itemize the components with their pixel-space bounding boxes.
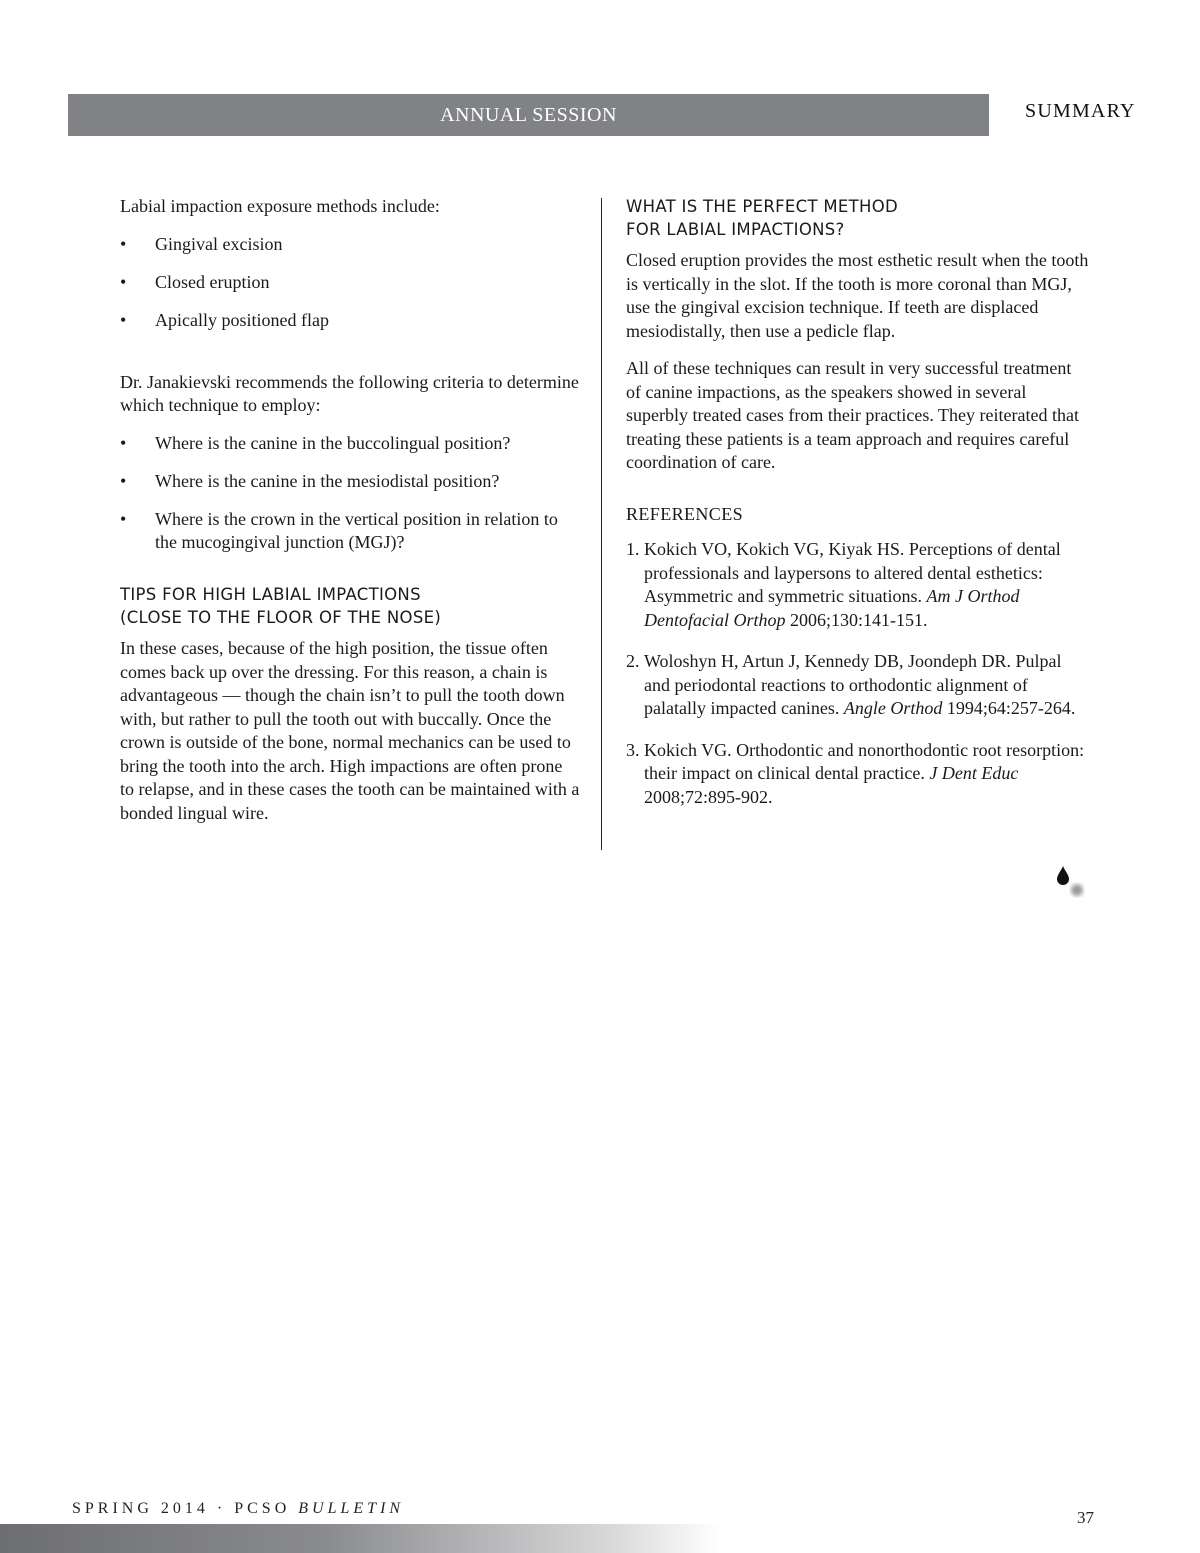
section-tag: SUMMARY [1025, 100, 1136, 122]
footer-season: SPRING 2014 · PCSO [72, 1500, 291, 1517]
list-item: • Where is the canine in the buccolingual position? [120, 432, 511, 453]
perfect-method-heading: WHAT IS THE PERFECT METHOD FOR LABIAL IMPACTIONS? [626, 197, 899, 239]
references-list [626, 538, 1090, 809]
drop-icon [1054, 862, 1090, 902]
list-item: • Gingival excision [120, 233, 283, 254]
list-item: • Where is the canine in the mesiodistal position? [120, 470, 500, 491]
right-column [626, 195, 1090, 827]
footer-publication-title: BULLETIN [298, 1500, 405, 1517]
conclusion-body: All of these techniques can result in very successful treatment of canine impactions, as the speakers showed in several superbly treated cases from their practices. They reiterated that treating these patients is a team approach and requires careful coordination of care. [626, 358, 1079, 472]
methods-list [120, 233, 580, 333]
column-divider [601, 198, 602, 850]
exposure-intro: Labial impaction exposure methods include: [120, 196, 440, 216]
list-item: • Where is the crown in the vertical position in relation to the mucogingival junction (MGJ)? [120, 508, 558, 552]
tips-heading: TIPS FOR HIGH LABIAL IMPACTIONS (CLOSE TO THE FLOOR OF THE NOSE) [120, 585, 442, 627]
references-title: REFERENCES [626, 503, 744, 524]
reference-item: 2. Woloshyn H, Artun J, Kennedy DB, Joondeph DR. Pulpal and periodontal reactions to orthodontic alignment of palatally impacted canines. Angle Orthod 1994;64:257-264. [626, 651, 1076, 718]
footer-publication [72, 1500, 404, 1518]
tips-body: In these cases, because of the high position, the tissue often comes back up over the dressing. For this reason, a chain is advantageous — though the chain isn’t to pull the tooth down with, but rather to pull the tooth out with buccally. Once the crown is outside of the bone, normal mechanics can be used to bring the tooth into the arch. High impactions are often prone to relapse, and in these cases the tooth can be maintained with a bonded lingual wire. [120, 638, 580, 823]
footer-bar [0, 1524, 720, 1553]
left-column [120, 195, 580, 825]
list-item: • Closed eruption [120, 271, 270, 292]
criteria-list [120, 432, 580, 555]
list-item: • Apically positioned flap [120, 309, 329, 330]
reference-item: 1. Kokich VO, Kokich VG, Kiyak HS. Perceptions of dental professionals and laypersons to altered dental esthetics: Asymmetric and symmetric situations. Am J Orthod Dentofacial Orthop 2006;130:141-151. [626, 539, 1061, 630]
criteria-intro: Dr. Janakievski recommends the following criteria to determine which technique to employ: [120, 371, 579, 415]
reference-item: 3. Kokich VG. Orthodontic and nonorthodontic root resorption: their impact on clinical dental practice. J Dent Educ 2008;72:895-902. [626, 739, 1085, 807]
page-number: 37 [1077, 1508, 1094, 1527]
banner-title: ANNUAL SESSION [440, 103, 617, 126]
perfect-method-body: Closed eruption provides the most esthetic result when the tooth is vertically in the slot. If the tooth is more coronal than MGJ, use the gingival excision technique. If teeth are displaced mesiodistally, then use a pedicle flap. [626, 250, 1089, 341]
header-banner [68, 94, 989, 136]
